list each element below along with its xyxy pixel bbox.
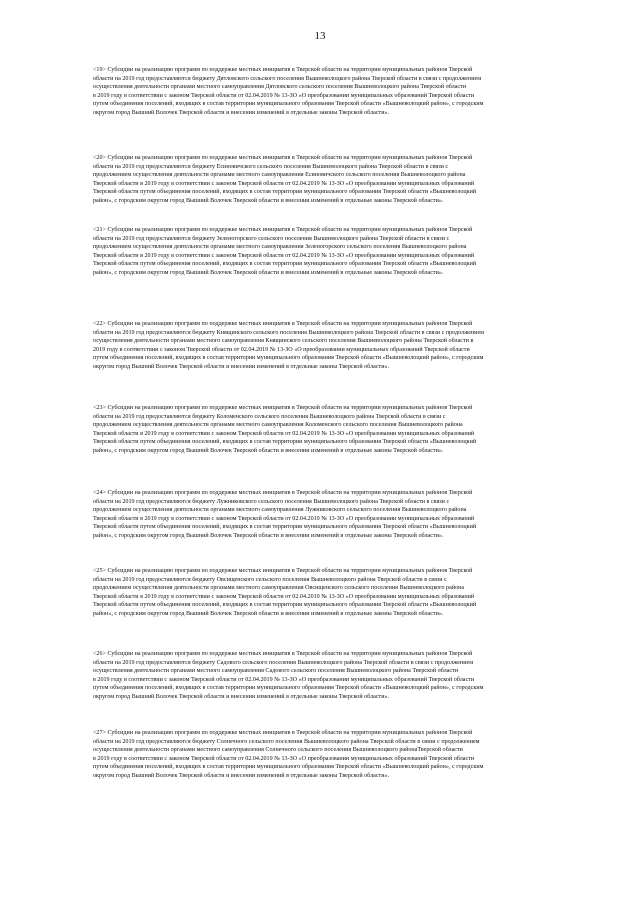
footnote-21: <21> Субсидии на реализацию программ по поддержке местных инициатив в Тверской области на территории муниципальных районов Тверской области на 2019 год предоставляются бюджету Зеленогорского сельского поселения Вышневолоцкого района Тверской области в связи с продолжением осуществления деятельности органами местного самоуправления Зеленогорского сельского поселения Вышневолоцкого района Тверской области в 2019 году в соответствии с законом Тверской области от 02.04.2019 № 13-ЗО «О преобразовании муниципальных образований Тверской области путем объединения поселений, входящих в состав территории муниципального образования Тверской области «Вышневолоцкий район», с городским округом город Вышний Волочек Тверской области и внесении изменений в отдельные законы Тверской области». [93, 227, 477, 276]
footnote-23: <23> Субсидии на реализацию программ по поддержке местных инициатив в Тверской области на территории муниципальных районов Тверской области на 2019 год предоставляются бюджету Коломенского сельского поселения Вышневолоцкого района Тверской области в связи с продолжением осуществления деятельности органами местного самоуправления Коломенского сельского поселения Вышневолоцкого района Тверской области в 2019 году в соответствии с законом Тверской области от 02.04.2019 № 13-ЗО «О преобразовании муниципальных образований Тверской области путем объединения поселений, входящих в состав территории муниципального образования Тверской области «Вышневолоцкий район», с городским округом город Вышний Волочек Тверской области и внесении изменений в отдельные законы Тверской области». [93, 405, 477, 454]
page-number: 13 [314, 30, 326, 42]
footnote-25: <25> Субсидии на реализацию программ по поддержке местных инициатив в Тверской области на территории муниципальных районов Тверской области на 2019 год предоставляются бюджету Овсищенского сельского поселения Вышневолоцкого района Тверской области в связи с продолжением осуществления деятельности органами местного самоуправления Овсищенского сельского поселения Вышневолоцкого района Тверской области в 2019 году в соответствии с законом Тверской области от 02.04.2019 № 13-ЗО «О преобразовании муниципальных образований Тверской области путем объединения поселений, входящих в состав территории муниципального образования Тверской области «Вышневолоцкий район», с городским округом город Вышний Волочек Тверской области и внесении изменений в отдельные законы Тверской области». [93, 568, 477, 617]
footnote-20: <20> Субсидии на реализацию программ по поддержке местных инициатив в Тверской области на территории муниципальных районов Тверской области на 2019 год предоставляются бюджету Есиновичского сельского поселения Вышневолоцкого района Тверской области в связи с продолжением осуществления деятельности органами местного самоуправления Есиновичского сельского поселения Вышневолоцкого района Тверской области в 2019 году в соответствии с законом Тверской области от 02.04.2019 № 13-ЗО «О преобразовании муниципальных образований Тверской области путем объединения поселений, входящих в состав территории муниципального образования Тверской области «Вышневолоцкий район», с городским округом город Вышний Волочек Тверской области и внесении изменений в отдельные законы Тверской области». [93, 155, 477, 204]
footnote-24: <24> Субсидии на реализацию программ по поддержке местных инициатив в Тверской области на территории муниципальных районов Тверской области на 2019 год предоставляются бюджету Лужниковского сельского поселения Вышневолоцкого района Тверской области в связи с продолжением осуществления деятельности органами местного самоуправления Лужниковского сельского поселения Вышневолоцкого района Тверской области в 2019 году в соответствии с законом Тверской области от 02.04.2019 № 13-ЗО «О преобразовании муниципальных образований Тверской области путем объединения поселений, входящих в состав территории муниципального образования Тверской области «Вышневолоцкий район», с городским округом город Вышний Волочек Тверской области и внесении изменений в отдельные законы Тверской области». [93, 490, 477, 539]
footnote-22: <22> Субсидии на реализацию программ по поддержке местных инициатив в Тверской области на территории муниципальных районов Тверской области на 2019 год предоставляются бюджету Княщинского сельского поселения Вышневолоцкого района Тверской области в связи с продолжением осуществления деятельности органами местного самоуправления Княщинского сельского поселения Вышневолоцкого района Тверской области в 2019 году в соответствии с законом Тверской области от 02.04.2019 № 13-ЗО «О преобразовании муниципальных образований Тверской области путем объединения поселений, входящих в состав территории муниципального образования Тверской области «Вышневолоцкий район», с городским округом город Вышний Волочек Тверской области и внесении изменений в отдельные законы Тверской области». [93, 321, 485, 370]
footnote-27: <27> Субсидии на реализацию программ по поддержке местных инициатив в Тверской области на территории муниципальных районов Тверской области на 2019 год предоставляются бюджету Солнечного сельского поселения Вышневолоцкого района Тверской области в связи с продолжением осуществления деятельности органами местного самоуправления Солнечного сельского поселения Вышневолоцкого районаТверской области в 2019 году в соответствии с законом Тверской области от 02.04.2019 № 13-ЗО «О преобразовании муниципальных образований Тверской области путем объединения поселений, входящих в состав территории муниципального образования Тверской области «Вышневолоцкий район», с городским округом город Вышний Волочек Тверской области и внесении изменений в отдельные законы Тверской области». [93, 730, 484, 779]
footnote-19: <19> Субсидии на реализацию программ по поддержке местных инициатив в Тверской области на территории муниципальных районов Тверской области на 2019 год предоставляются бюджету Дятловского сельского поселения Вышневолоцкого района Тверской области в связи с продолжением осуществления деятельности органами местного самоуправления Дятловского сельского поселения Вышневолоцкого района Тверской области в 2019 году в соответствии с законом Тверской области от 02.04.2019 № 13-ЗО «О преобразовании муниципальных образований Тверской области путем объединения поселений, входящих в состав территории муниципального образования Тверской области «Вышневолоцкий район», с городским округом город Вышний Волочек Тверской области и внесении изменений в отдельные законы Тверской области». [93, 67, 484, 116]
footnote-26: <26> Субсидии на реализацию программ по поддержке местных инициатив в Тверской области на территории муниципальных районов Тверской области на 2019 год предоставляются бюджету Садового сельского поселения Вышневолоцкого района Тверской области в связи с продолжением осуществления деятельности органами местного самоуправления Садового сельского поселения Вышневолоцкого района Тверской области в 2019 году в соответствии с законом Тверской области от 02.04.2019 № 13-ЗО «О преобразовании муниципальных образований Тверской области путем объединения поселений, входящих в состав территории муниципального образования Тверской области «Вышневолоцкий район», с городским округом город Вышний Волочек Тверской области и внесении изменений в отдельные законы Тверской области». [93, 651, 484, 700]
